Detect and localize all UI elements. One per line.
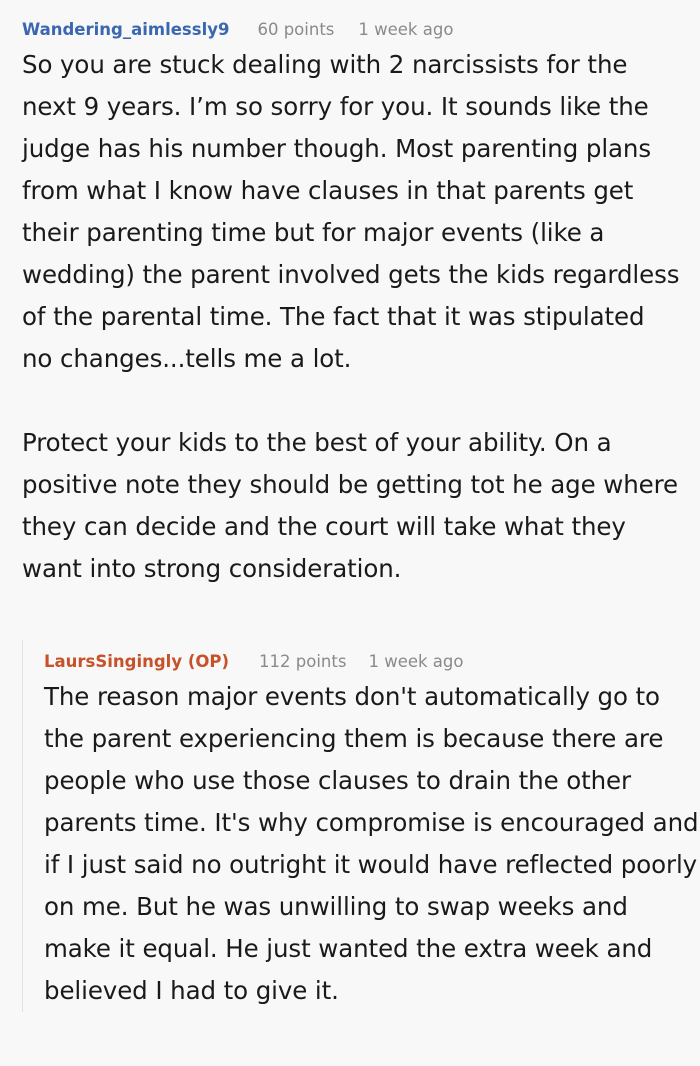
- comment-paragraph: Protect your kids to the best of your ability. On a positive note they should be getting tot he age where they can decide and the court will take what they want into strong consideration.: [22, 428, 678, 583]
- reply-body: [44, 676, 700, 1012]
- reply-points: 112 points: [259, 652, 347, 671]
- comment-meta: [22, 18, 682, 42]
- reply-timestamp: 1 week ago: [368, 652, 464, 671]
- comment-timestamp: 1 week ago: [358, 20, 454, 39]
- reply-paragraph: The reason major events don't automatically go to the parent experiencing them is because there are people who use those clauses to drain the other parents time. It's why compromise is encouraged and if I just said no outright it would have reflected poorly on me. But he was unwilling to swap weeks and make it equal. He just wanted the extra week and believed I had to give it.: [44, 682, 699, 1005]
- comment-author-link[interactable]: Wandering_aimlessly9: [22, 20, 230, 39]
- reply-author-link[interactable]: LaursSingingly (OP): [44, 652, 230, 671]
- comment-body: [22, 44, 682, 590]
- reply-comment: [22, 640, 700, 1012]
- comment-points: 60 points: [257, 20, 335, 39]
- comment-paragraph: So you are stuck dealing with 2 narcissists for the next 9 years. I’m so sorry for you. It sounds like the judge has his number though. Most parenting plans from what I know have clauses in that parents get their parenting time but for major events (like a wedding) the parent involved gets the kids regardless of the parental time. The fact that it was stipulated no changes...tells me a lot.: [22, 50, 680, 373]
- reply-meta: [44, 650, 700, 674]
